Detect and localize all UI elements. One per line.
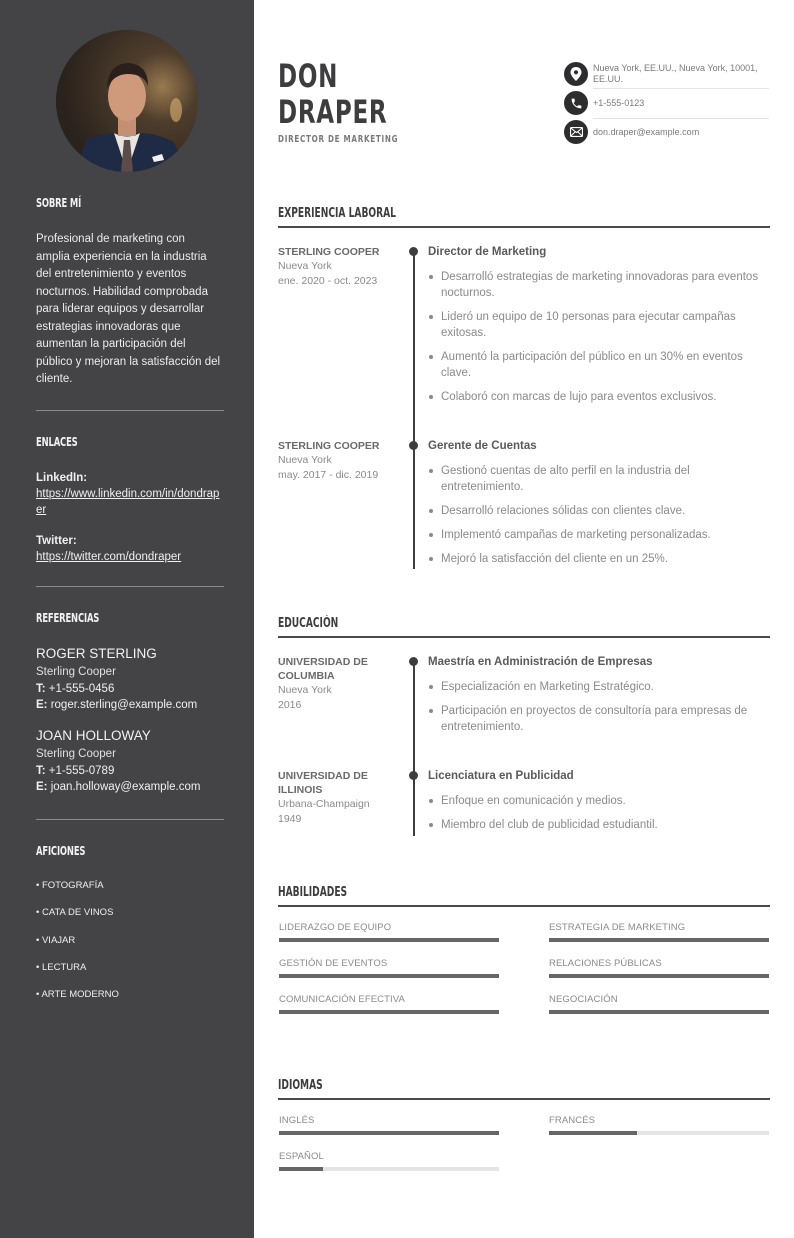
hobby-item: • LECTURA bbox=[36, 962, 87, 973]
bullet-item: Miembro del club de publicidad estudiantil. bbox=[428, 817, 770, 833]
job-bullets bbox=[428, 269, 770, 405]
language-bar bbox=[549, 1131, 769, 1135]
bullet-item: Enfoque en comunicación y medios. bbox=[428, 793, 770, 809]
twitter-url[interactable]: https://twitter.com/dondraper bbox=[36, 551, 182, 563]
phone-icon bbox=[564, 91, 588, 115]
degree-bullets bbox=[428, 679, 770, 735]
education-meta bbox=[278, 769, 398, 826]
language-bar-fill bbox=[279, 1167, 323, 1171]
skill-item bbox=[279, 958, 499, 978]
first-name: DON bbox=[278, 57, 339, 95]
skill-bar-fill bbox=[549, 938, 769, 942]
school-name: UNIVERSIDAD DE COLUMBIA bbox=[278, 656, 368, 682]
language-label: ESPAÑOL bbox=[279, 1151, 324, 1162]
sidebar bbox=[0, 0, 254, 1238]
experience-heading: EXPERIENCIA LABORAL bbox=[278, 206, 396, 221]
skill-item bbox=[549, 922, 769, 942]
about-heading: SOBRE MÍ bbox=[36, 196, 82, 210]
skill-item bbox=[549, 994, 769, 1014]
timeline-dot bbox=[409, 441, 418, 450]
experience-details bbox=[428, 245, 770, 413]
email-text: don.draper@example.com bbox=[593, 126, 700, 137]
language-item bbox=[549, 1115, 769, 1135]
timeline-dot bbox=[409, 771, 418, 780]
experience-details bbox=[428, 439, 770, 575]
education-details bbox=[428, 655, 770, 743]
language-bar bbox=[279, 1167, 499, 1171]
job-dates: ene. 2020 - oct. 2023 bbox=[278, 274, 378, 287]
job-location: Nueva York bbox=[278, 454, 332, 466]
hobby-item: • ARTE MODERNO bbox=[36, 989, 119, 1000]
skill-label: LIDERAZGO DE EQUIPO bbox=[279, 922, 392, 933]
contact-email bbox=[564, 120, 770, 144]
timeline-dot bbox=[409, 657, 418, 666]
bullet-item: Colaboró con marcas de lujo para eventos exclusivos. bbox=[428, 389, 770, 405]
bullet-item: Participación en proyectos de consultoría para empresas de entretenimiento. bbox=[428, 703, 770, 735]
job-location: Nueva York bbox=[278, 260, 332, 272]
experience-meta bbox=[278, 439, 398, 482]
link-linkedin bbox=[36, 470, 222, 518]
company-name: STERLING COOPER bbox=[278, 246, 380, 258]
skill-item bbox=[279, 922, 499, 942]
location-pin-icon bbox=[564, 62, 588, 86]
linkedin-url[interactable]: https://www.linkedin.com/in/dondraper bbox=[36, 488, 220, 516]
phone-text: +1-555-0123 bbox=[593, 97, 645, 108]
timeline-line bbox=[413, 251, 415, 569]
languages-heading: IDIOMAS bbox=[278, 1078, 323, 1093]
skill-label: RELACIONES PÚBLICAS bbox=[549, 958, 662, 969]
section-rule bbox=[278, 1098, 770, 1100]
bullet-item: Desarrolló estrategias de marketing innovadoras para eventos nocturnos. bbox=[428, 269, 770, 301]
section-rule bbox=[278, 905, 770, 907]
hobby-item: • FOTOGRAFÍA bbox=[36, 880, 104, 891]
hobby-item: • VIAJAR bbox=[36, 935, 76, 946]
degree-title: Maestría en Administración de Empresas bbox=[428, 656, 653, 668]
envelope-icon bbox=[564, 120, 588, 144]
school-location: Urbana-Champaign bbox=[278, 798, 370, 810]
bullet-item: Gestionó cuentas de alto perfil en la industria del entretenimiento. bbox=[428, 463, 770, 495]
skill-bar-fill bbox=[549, 974, 769, 978]
bullet-item: Especialización en Marketing Estratégico. bbox=[428, 679, 770, 695]
divider bbox=[593, 88, 769, 89]
skill-item bbox=[279, 994, 499, 1014]
divider bbox=[36, 586, 224, 587]
language-bar bbox=[279, 1131, 499, 1135]
school-name: UNIVERSIDAD DE ILLINOIS bbox=[278, 770, 368, 796]
bullet-item: Lideró un equipo de 10 personas para ejecutar campañas exitosas. bbox=[428, 309, 770, 341]
skill-bar bbox=[549, 1010, 769, 1014]
education-details bbox=[428, 769, 770, 841]
skill-label: COMUNICACIÓN EFECTIVA bbox=[279, 994, 405, 1005]
education-meta bbox=[278, 655, 398, 712]
education-heading: EDUCACIÓN bbox=[278, 616, 339, 631]
job-dates: may. 2017 - dic. 2019 bbox=[278, 468, 379, 481]
job-title: Gerente de Cuentas bbox=[428, 440, 537, 452]
skill-label: GESTIÓN DE EVENTOS bbox=[279, 958, 388, 969]
reference-phone: T: +1-555-0789 bbox=[36, 765, 115, 777]
skill-bar bbox=[279, 974, 499, 978]
divider bbox=[593, 118, 769, 119]
reference-company: Sterling Cooper bbox=[36, 748, 116, 760]
language-item bbox=[279, 1151, 499, 1171]
reference-email: E: roger.sterling@example.com bbox=[36, 699, 198, 711]
contact-address bbox=[564, 62, 770, 86]
address-text: Nueva York, EE.UU., Nueva York, 10001, EE.UU. bbox=[593, 63, 758, 84]
divider bbox=[36, 819, 224, 820]
skill-label: ESTRATEGIA DE MARKETING bbox=[549, 922, 686, 933]
graduation-year: 2016 bbox=[278, 698, 302, 711]
experience-meta bbox=[278, 245, 398, 288]
references-heading: REFERENCIAS bbox=[36, 611, 100, 625]
skill-bar-fill bbox=[279, 938, 499, 942]
skill-item bbox=[549, 958, 769, 978]
reference-name: JOAN HOLLOWAY bbox=[36, 728, 151, 743]
job-title: Director de Marketing bbox=[428, 246, 547, 258]
language-item bbox=[279, 1115, 499, 1135]
reference-phone: T: +1-555-0456 bbox=[36, 683, 115, 695]
about-text: Profesional de marketing con amplia experiencia en la industria del entretenimiento y eventos nocturnos. Habilidad comprobada para liderar equipos y desarrollar estrategias innovadoras que aumentan la participación del público y mejoran la satisfacción del cliente. bbox=[36, 233, 221, 385]
bullet-item: Aumentó la participación del público en un 30% en eventos clave. bbox=[428, 349, 770, 381]
candidate-name bbox=[278, 58, 387, 130]
language-bar-fill bbox=[549, 1131, 637, 1135]
last-name: DRAPER bbox=[278, 93, 388, 131]
timeline-line bbox=[413, 661, 415, 836]
job-bullets bbox=[428, 463, 770, 567]
hobby-item: • CATA DE VINOS bbox=[36, 907, 114, 918]
skill-label: NEGOCIACIÓN bbox=[549, 994, 618, 1005]
contact-phone bbox=[564, 91, 770, 115]
divider bbox=[36, 410, 224, 411]
profile-photo bbox=[56, 30, 198, 172]
twitter-label: Twitter: bbox=[36, 535, 77, 547]
skill-bar-fill bbox=[279, 974, 499, 978]
skill-bar-fill bbox=[549, 1010, 769, 1014]
link-twitter bbox=[36, 533, 222, 565]
reference-name: ROGER STERLING bbox=[36, 646, 157, 661]
skill-bar bbox=[279, 1010, 499, 1014]
skill-bar bbox=[279, 938, 499, 942]
reference-company: Sterling Cooper bbox=[36, 666, 116, 678]
bullet-item: Desarrolló relaciones sólidas con clientes clave. bbox=[428, 503, 770, 519]
section-rule bbox=[278, 226, 770, 228]
language-bar-fill bbox=[279, 1131, 499, 1135]
degree-bullets bbox=[428, 793, 770, 833]
linkedin-label: LinkedIn: bbox=[36, 472, 88, 484]
timeline-dot bbox=[409, 247, 418, 256]
degree-title: Licenciatura en Publicidad bbox=[428, 770, 574, 782]
language-label: INGLÉS bbox=[279, 1115, 315, 1126]
hobbies-heading: AFICIONES bbox=[36, 844, 86, 858]
links-heading: ENLACES bbox=[36, 435, 78, 449]
candidate-role: DIRECTOR DE MARKETING bbox=[278, 134, 399, 145]
reference-item bbox=[36, 645, 222, 713]
skill-bar bbox=[549, 938, 769, 942]
reference-item bbox=[36, 727, 222, 795]
skill-bar bbox=[549, 974, 769, 978]
school-location: Nueva York bbox=[278, 684, 332, 696]
links-list bbox=[36, 470, 222, 565]
bullet-item: Implementó campañas de marketing personalizadas. bbox=[428, 527, 770, 543]
bullet-item: Mejoró la satisfacción del cliente en un 25%. bbox=[428, 551, 770, 567]
portrait-photo-icon bbox=[56, 30, 198, 172]
graduation-year: 1949 bbox=[278, 812, 302, 825]
company-name: STERLING COOPER bbox=[278, 440, 380, 452]
skill-bar-fill bbox=[279, 1010, 499, 1014]
reference-email: E: joan.holloway@example.com bbox=[36, 781, 201, 793]
section-rule bbox=[278, 636, 770, 638]
language-label: FRANCÉS bbox=[549, 1115, 596, 1126]
skills-heading: HABILIDADES bbox=[278, 885, 348, 900]
